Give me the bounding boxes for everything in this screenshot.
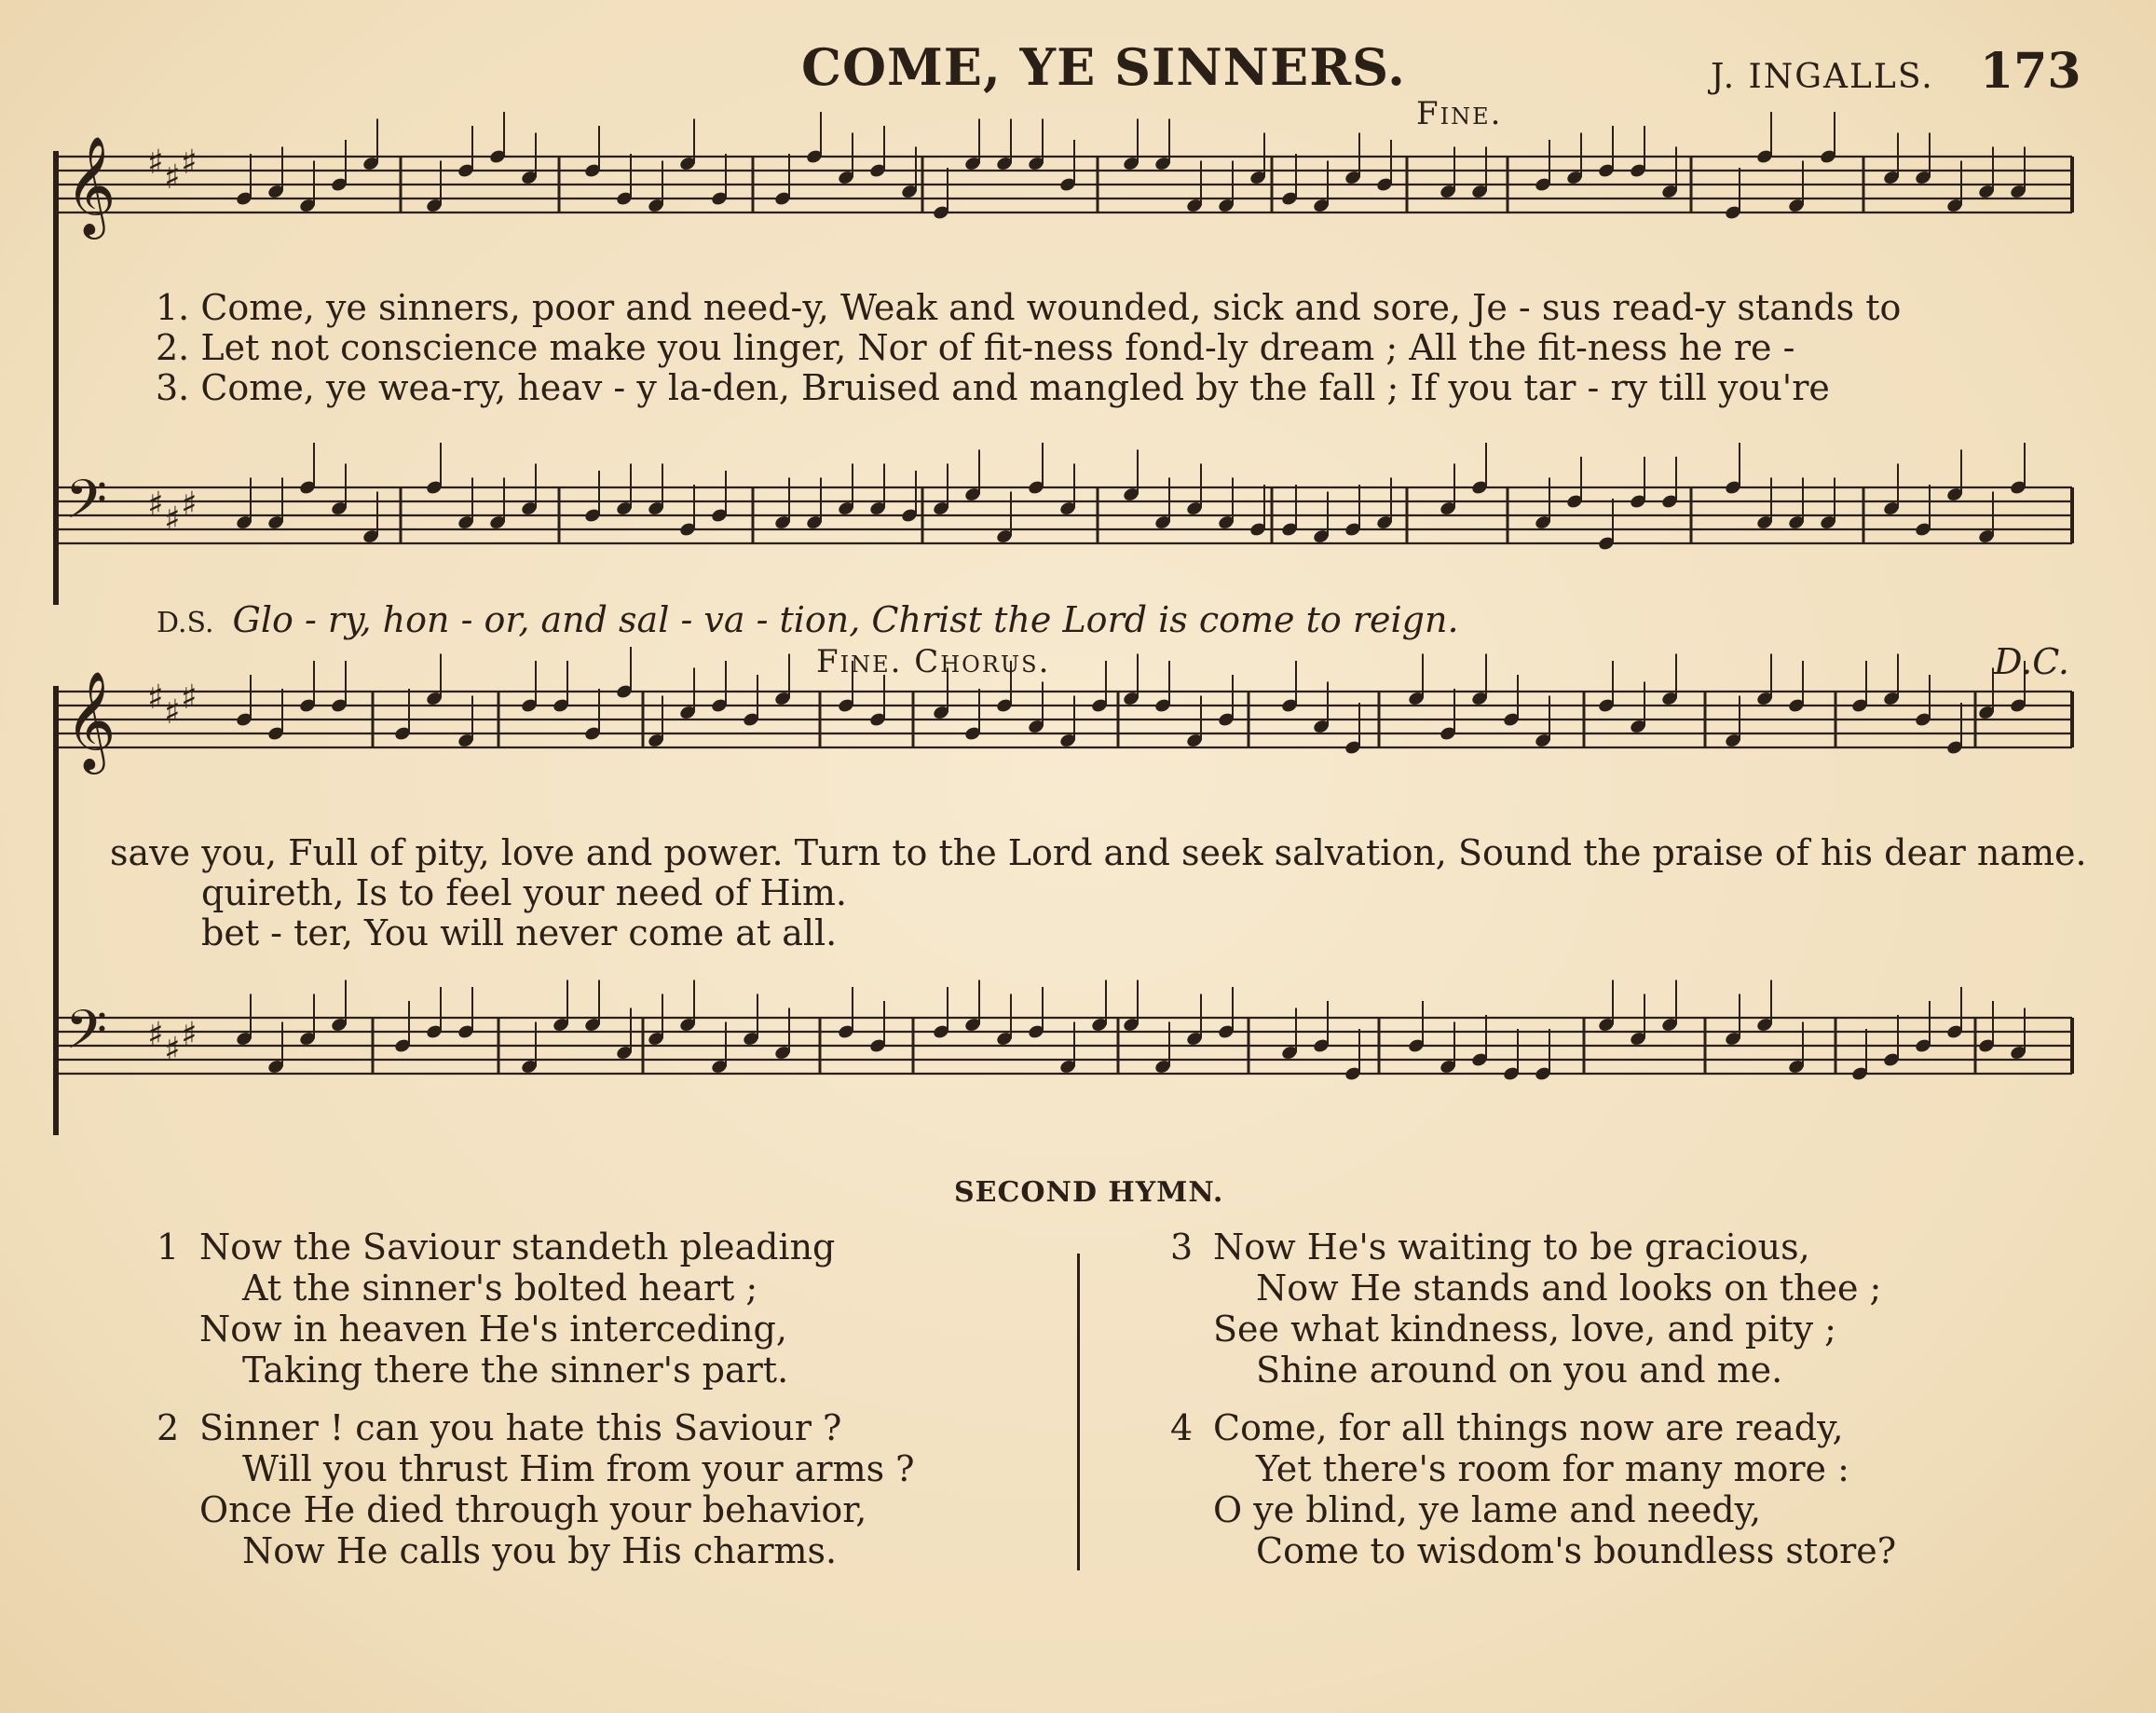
treble-clef-icon: 𝄞 [65, 135, 116, 235]
dal-segno-line [157, 599, 1459, 640]
stanza-line: Now He stands and looks on thee ; [1256, 1268, 1882, 1309]
verse-2-line: 2. Let not conscience make you linger, Nor of fit-ness fond-ly dream ; All the fit-ness he re - [156, 327, 1795, 368]
ds-marker: D.S. [157, 607, 214, 639]
verse-1-line: 1. Come, ye sinners, poor and need-y, Weak and wounded, sick and sore, Je - sus read-y stands to [156, 287, 1902, 328]
stanza-4 [1170, 1407, 1897, 1571]
sharp-icon: ♯ [181, 144, 198, 182]
stanza-2 [157, 1407, 915, 1571]
page-number: 173 [1980, 43, 2081, 100]
stanza-line: Sinner ! can you hate this Saviour ? [199, 1407, 842, 1448]
stanza-line: Come to wisdom's boundless store? [1256, 1530, 1897, 1571]
ds-lyrics: Glo - ry, hon - or, and sal - va - tion, Christ the Lord is come to reign. [232, 599, 1459, 640]
sharp-icon: ♯ [181, 486, 198, 524]
hymn-title: COME, YE SINNERS. [801, 37, 1406, 97]
stanza-line: Come, for all things now are ready, [1213, 1407, 1844, 1448]
stanza-3 [1170, 1227, 1882, 1391]
sharp-icon: ♯ [164, 693, 181, 732]
stanza-line: O ye blind, ye lame and needy, [1213, 1489, 1762, 1530]
stanza-line: Once He died through your behavior, [199, 1489, 867, 1530]
sharp-icon: ♯ [181, 678, 198, 717]
verse-3-end-line: bet - ter, You will never come at all. [201, 912, 838, 953]
composer-credit: J. INGALLS. [1711, 58, 1934, 96]
column-divider [1077, 1254, 1080, 1570]
stanza-number: 4 [1170, 1407, 1194, 1448]
bass-clef-icon: 𝄢 [65, 468, 108, 544]
stanza-line: Yet there's room for many more : [1256, 1448, 1849, 1489]
sharp-icon: ♯ [164, 158, 181, 197]
stanza-line: Now the Saviour standeth pleading [199, 1227, 836, 1268]
fine-mark: Fine. [1416, 95, 1503, 132]
sharp-icon: ♯ [147, 1016, 164, 1054]
dc-mark: D.C. [1994, 641, 2069, 682]
sharp-icon: ♯ [164, 500, 181, 539]
stanza-line: Now in heaven He's interceding, [199, 1309, 787, 1350]
stanza-line: Taking there the sinner's part. [242, 1350, 789, 1391]
treble-clef-icon: 𝄞 [65, 670, 116, 770]
sharp-icon: ♯ [147, 486, 164, 524]
sharp-icon: ♯ [181, 1016, 198, 1054]
stanza-line: Shine around on you and me. [1256, 1350, 1783, 1391]
stanza-number: 1 [157, 1227, 180, 1268]
verse-3-line: 3. Come, ye wea-ry, heav - y la-den, Bruised and mangled by the fall ; If you tar - ry till you're [156, 367, 1830, 408]
stanza-1 [157, 1227, 836, 1391]
stanza-line: At the sinner's bolted heart ; [242, 1268, 758, 1309]
sharp-icon: ♯ [147, 678, 164, 717]
fine-chorus-mark: Fine. Chorus. [816, 643, 1051, 680]
verse-2-end-line: quireth, Is to feel your need of Him. [201, 872, 847, 913]
stanza-line: Now He calls you by His charms. [242, 1530, 838, 1571]
sharp-icon: ♯ [147, 144, 164, 182]
stanza-line: Will you thrust Him from your arms ? [242, 1448, 915, 1489]
stanza-line: Now He's waiting to be gracious, [1213, 1227, 1810, 1268]
second-hymn-heading: SECOND HYMN. [954, 1176, 1224, 1209]
bass-clef-icon: 𝄢 [65, 998, 108, 1075]
stanza-number: 3 [1170, 1227, 1194, 1268]
sharp-icon: ♯ [164, 1031, 181, 1069]
verse-1-chorus-line: save you, Full of pity, love and power. Turn to the Lord and seek salvation, Sound the praise of his dear name. [110, 832, 2087, 873]
stanza-number: 2 [157, 1407, 180, 1448]
stanza-line: See what kindness, love, and pity ; [1213, 1309, 1836, 1350]
